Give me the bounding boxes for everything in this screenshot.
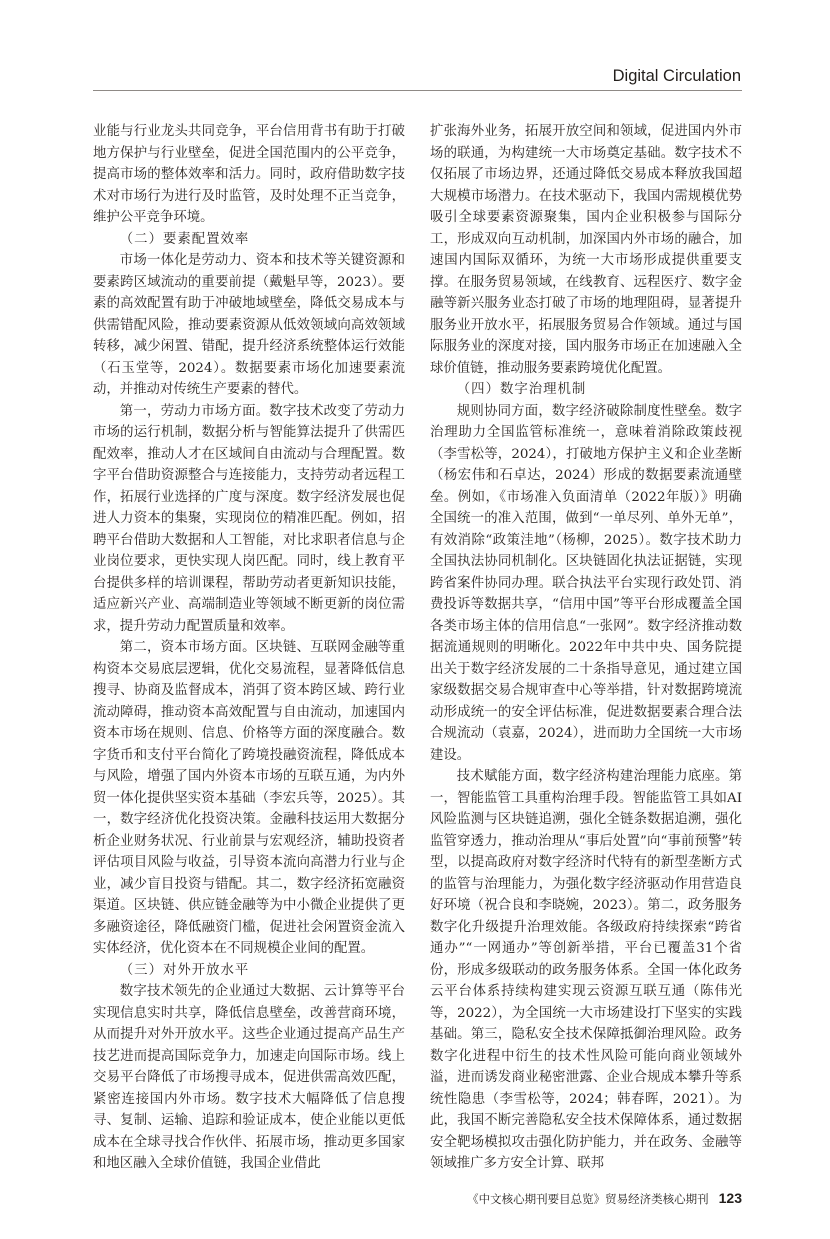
journal-citation: 《中文核心期刊要目总览》贸易经济类核心期刊 [467,1193,709,1206]
section-heading: （三）对外开放水平 [119,962,250,978]
section-heading: （二）要素配置效率 [119,231,250,247]
body-paragraph: 规则协同方面，数字经济破除制度性壁垒。数字治理助力全国监管标准统一，意味着消除政策歧视（李雪松等，2024），打破地方保护主义和企业垄断（杨宏伟和石卓达，2024）形成的数据要素流通壁垒。例如，《市场准入负面清单（2022年版）》明确全国统一的准入范围，做到“一单尽列、单外无单”，有效消除“政策洼地”（杨柳，2025）。数字技术助力全国执法协同机制化。区块链固化执法证据链，实现跨省案件协同办理。联合执法平台实现行政处罚、消费投诉等数据共享，“信用中国”等平台形成覆盖全国各类市场主体的信用信息“一张网”。数字经济推动数据流通规则的明晰化。2022年中共中央、国务院提出关于数字经济发展的二十条指导意见，通过建立国家级数据交易合规审查中心等举措，针对数据跨境流动形成统一的安全评估标准，促进数据要素合理合法合规流动（袁嘉，2024），进而助力全国统一大市场建设。 [430,403,742,763]
body-paragraph: 第二，资本市场方面。区块链、互联网金融等重构资本交易底层逻辑，优化交易流程，显著降低信息搜寻、协商及监督成本，消弭了资本跨区域、跨行业流动障碍，推动资本高效配置与自由流动，加速国内资本市场在规则、信息、价格等方面的深度融合。数字货币和支付平台简化了跨境投融资流程，降低成本与风险，增强了国内外资本市场的互联互通，为内外贸一体化提供坚实资本基础（李宏兵等，2025）。其一，数字经济优化投资决策。金融科技运用大数据分析企业财务状况、行业前景与宏观经济，辅助投资者评估项目风险与收益，引导资本流向高潜力行业与企业，减少盲目投资与错配。其二，数字经济拓宽融资渠道。区块链、供应链金融等为中小微企业提供了更多融资途径，降低融资门槛，促进社会闲置资金流入实体经济，优化资本在不同规模企业间的配置。 [93,640,405,956]
running-header-title: Digital Circulation [612,67,741,85]
body-paragraph: 第一，劳动力市场方面。数字技术改变了劳动力市场的运行机制，数据分析与智能算法提升了供需匹配效率，推动人才在区域间自由流动与合理配置。数字平台借助资源整合与连接能力，支持劳动者远程工作，拓展行业选择的广度与深度。数字经济发展也促进人力资本的集聚，实现岗位的精准匹配。例如，招聘平台借助大数据和人工智能，对比求职者信息与企业岗位要求，更快实现人岗匹配。同时，线上教育平台提供多样的培训课程，帮助劳动者更新知识技能，适应新兴产业、高端制造业等领域不断更新的岗位需求，提升劳动力配置质量和效率。 [93,403,405,634]
body-paragraph: 扩张海外业务，拓展开放空间和领域，促进国内外市场的联通，为构建统一大市场奠定基础。数字技术不仅拓展了市场边界，还通过降低交易成本释放我国超大规模市场潜力。在技术驱动下，我国内需规模优势吸引全球要素资源聚集，国内企业积极参与国际分工，形成双向互动机制，加深国内外市场的融合，加速国内国际双循环，为统一大市场形成提供重要支撑。在服务贸易领域，在线教育、远程医疗、数字金融等新兴服务业态打破了市场的地理阻碍，显著提升服务业开放水平，拓展服务贸易合作领域。通过与国际服务业的深度对接，国内服务市场正在加速融入全球价值链，推动服务要素跨境优化配置。 [430,124,742,376]
body-columns [93,121,742,1175]
section-heading: （四）数字治理机制 [456,382,587,397]
page-number: 123 [718,1189,742,1206]
body-paragraph: 业能与行业龙头共同竞争，平台信用背书有助于打破地方保护与行业壁垒，促进全国范围内的公平竞争，提高市场的整体效率和活力。同时，政府借助数字技术对市场行为进行及时监管，及时处理不正当竞争，维护公平竞争环境。 [93,124,405,225]
right-column [430,121,742,1175]
running-header [93,66,742,91]
body-paragraph: 数字技术领先的企业通过大数据、云计算等平台实现信息实时共享，降低信息壁垒，改善营商环境，从而提升对外开放水平。这些企业通过提高产品生产技艺进而提高国际竞争力，加速走向国际市场。线上交易平台降低了市场搜寻成本，促进供需高效匹配，紧密连接国内外市场。数字技术大幅降低了信息搜寻、复制、运输、追踪和验证成本，使企业能以更低成本在全球寻找合作伙伴、拓展市场，推动更多国家和地区融入全球价值链，我国企业借此 [93,984,405,1171]
body-paragraph: 市场一体化是劳动力、资本和技术等关键资源和要素跨区域流动的重要前提（戴魁早等，2023）。要素的高效配置有助于冲破地域壁垒，降低交易成本与供需错配风险，推动要素资源从低效领域向高效领域转移，减少闲置、错配，提升经济系统整体运行效能（石玉堂等，2024）。数据要素市场化加速要素流动，并推动对传统生产要素的替代。 [93,253,405,397]
body-paragraph: 技术赋能方面，数字经济构建治理能力底座。第一，智能监管工具重构治理手段。智能监管工具如AI风险监测与区块链追溯，强化全链条数据追溯，强化监管穿透力，推动治理从“事后处置”向“事前预警”转型，以提高政府对数字经济时代特有的新型垄断方式的监管与治理能力，为强化数字经济驱动作用营造良好环境（祝合良和李晓婉，2023）。第二，政务服务数字化升级提升治理效能。各级政府持续探索“跨省通办”“一网通办”等创新举措，平台已覆盖31个省份，形成多级联动的政务服务体系。全国一体化政务云平台体系持续构建实现云资源互联互通（陈伟光等，2022），为全国统一大市场建设打下坚实的实践基础。第三，隐私安全技术保障抵御治理风险。政务数字化进程中衍生的技术性风险可能向商业领域外溢，进而诱发商业秘密泄露、企业合规成本攀升等系统性隐患（李雪松等，2024；韩春晖，2021）。为此，我国不断完善隐私安全技术保障体系，通过数据安全靶场模拟攻击强化防护能力，并在政务、金融等领域推广多方安全计算、联邦 [430,769,742,1171]
page-footer [93,1189,742,1209]
left-column [93,121,405,1175]
